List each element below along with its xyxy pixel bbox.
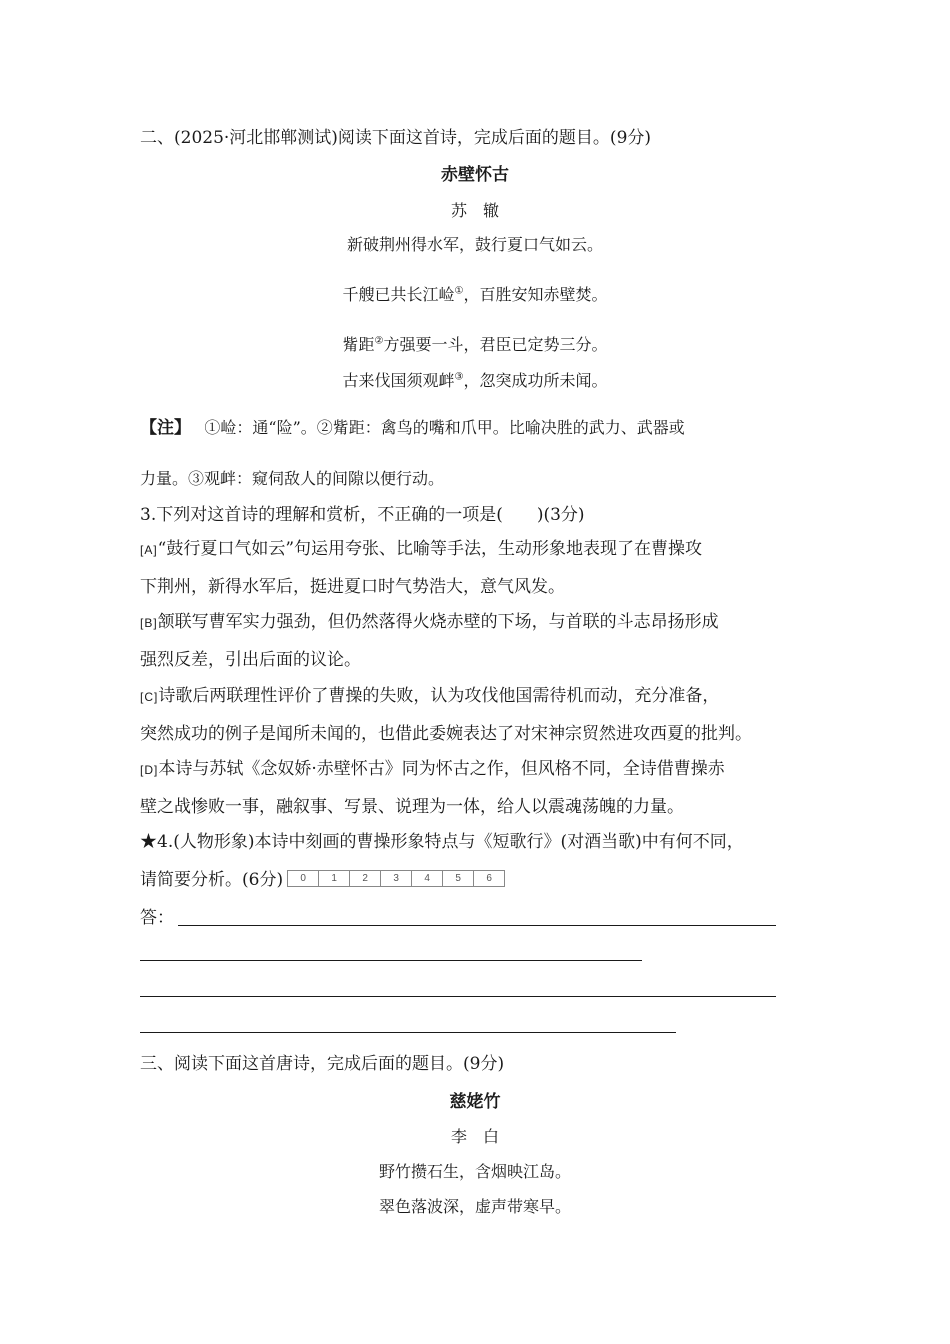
poem-line-text: 千艘已共长江崄	[342, 285, 455, 304]
option-text: 壁之战惨败一事，融叙事、写景、说理为一体，给人以震魂荡魄的力量。	[140, 797, 684, 817]
option-text: 突然成功的例子是闻所未闻的，也借此委婉表达了对宋神宗贸然进攻西夏的批判。	[140, 724, 752, 744]
footnote-marker: ①	[454, 285, 464, 297]
poem-line	[0, 283, 950, 307]
option-c	[140, 684, 719, 709]
answer-label: 答：	[140, 908, 174, 928]
score-cell[interactable]: 1	[318, 871, 349, 886]
question-4-text: 请简要分析。(6分)	[140, 870, 284, 890]
option-label: [A]	[140, 543, 158, 557]
note-text: ①崄：通“险”。②觜距：禽鸟的嘴和爪甲。比喻决胜的武力、武器或	[204, 418, 685, 437]
option-text: 诗歌后两联理性评价了曹操的失败，认为攻伐他国需待机而动，充分准备，	[158, 686, 720, 706]
poem-title: 赤壁怀古	[441, 165, 509, 185]
poem-title: 慈姥竹	[449, 1092, 501, 1112]
option-d	[140, 757, 725, 782]
option-a	[140, 537, 702, 562]
section-heading: 二、(2025·河北邯郸测试)阅读下面这首诗，完成后面的题目。(9分)	[140, 128, 652, 148]
note	[140, 416, 685, 440]
score-cell[interactable]: 3	[380, 871, 411, 886]
poem-line: 翠色落波深，虚声带寒早。	[378, 1197, 571, 1216]
poem-line-text: 觜距	[342, 335, 375, 354]
option-text: 下荆州，新得水军后，挺进夏口时气势浩大，意气风发。	[140, 577, 565, 597]
option-label: [B]	[140, 616, 158, 630]
section-heading: 三、阅读下面这首唐诗，完成后面的题目。(9分)	[140, 1054, 505, 1074]
poem-line-text: 古来伐国须观衅	[342, 371, 455, 390]
option-text: 强烈反差，引出后面的议论。	[140, 650, 361, 670]
poem-line-text: 方强要一斗，君臣已定势三分。	[383, 335, 608, 354]
poem-line	[0, 233, 950, 257]
poem-line	[0, 369, 950, 393]
score-cell[interactable]: 6	[473, 871, 504, 886]
poem-author: 苏 辙	[450, 201, 499, 220]
option-text: 颔联写曹军实力强劲，但仍然落得火烧赤壁的下场，与首联的斗志昂扬形成	[157, 612, 719, 632]
score-scale	[287, 870, 505, 887]
poem-author: 李 白	[450, 1127, 499, 1146]
poem-line-text: ，百胜安知赤壁焚。	[463, 285, 608, 304]
question-3-stem: 3.下列对这首诗的理解和赏析，不正确的一项是( )(3分)	[140, 505, 585, 525]
poem-line: 野竹攒石生，含烟映江岛。	[378, 1162, 571, 1181]
question-4-stem-cont	[140, 868, 505, 892]
answer-line[interactable]	[140, 996, 776, 997]
option-b	[140, 610, 719, 635]
score-cell[interactable]: 5	[442, 871, 473, 886]
footnote-marker: ②	[374, 335, 384, 347]
note-text: 力量。③观衅：窥伺敌人的间隙以便行动。	[140, 469, 445, 488]
poem-line	[0, 333, 950, 357]
answer-line[interactable]	[140, 1032, 676, 1033]
poem-line-text: ，忽突成功所未闻。	[463, 371, 608, 390]
footnote-marker: ③	[454, 371, 464, 383]
poem-line-text: 新破荆州得水军，鼓行夏口气如云。	[346, 235, 603, 254]
score-cell[interactable]: 4	[411, 871, 442, 886]
option-label: [C]	[140, 690, 159, 704]
answer-line[interactable]	[178, 925, 776, 926]
question-4-stem: ★4.(人物形象)本诗中刻画的曹操形象特点与《短歌行》(对酒当歌)中有何不同，	[140, 832, 744, 852]
option-label: [D]	[140, 763, 159, 777]
score-cell[interactable]: 0	[300, 873, 306, 884]
note-label: 【注】	[140, 418, 191, 438]
answer-line[interactable]	[140, 960, 642, 961]
option-text: “鼓行夏口气如云”句运用夸张、比喻等手法，生动形象地表现了在曹操攻	[157, 539, 703, 559]
score-cell[interactable]: 2	[349, 871, 380, 886]
option-text: 本诗与苏轼《念奴娇·赤壁怀古》同为怀古之作，但风格不同，全诗借曹操赤	[158, 759, 725, 779]
